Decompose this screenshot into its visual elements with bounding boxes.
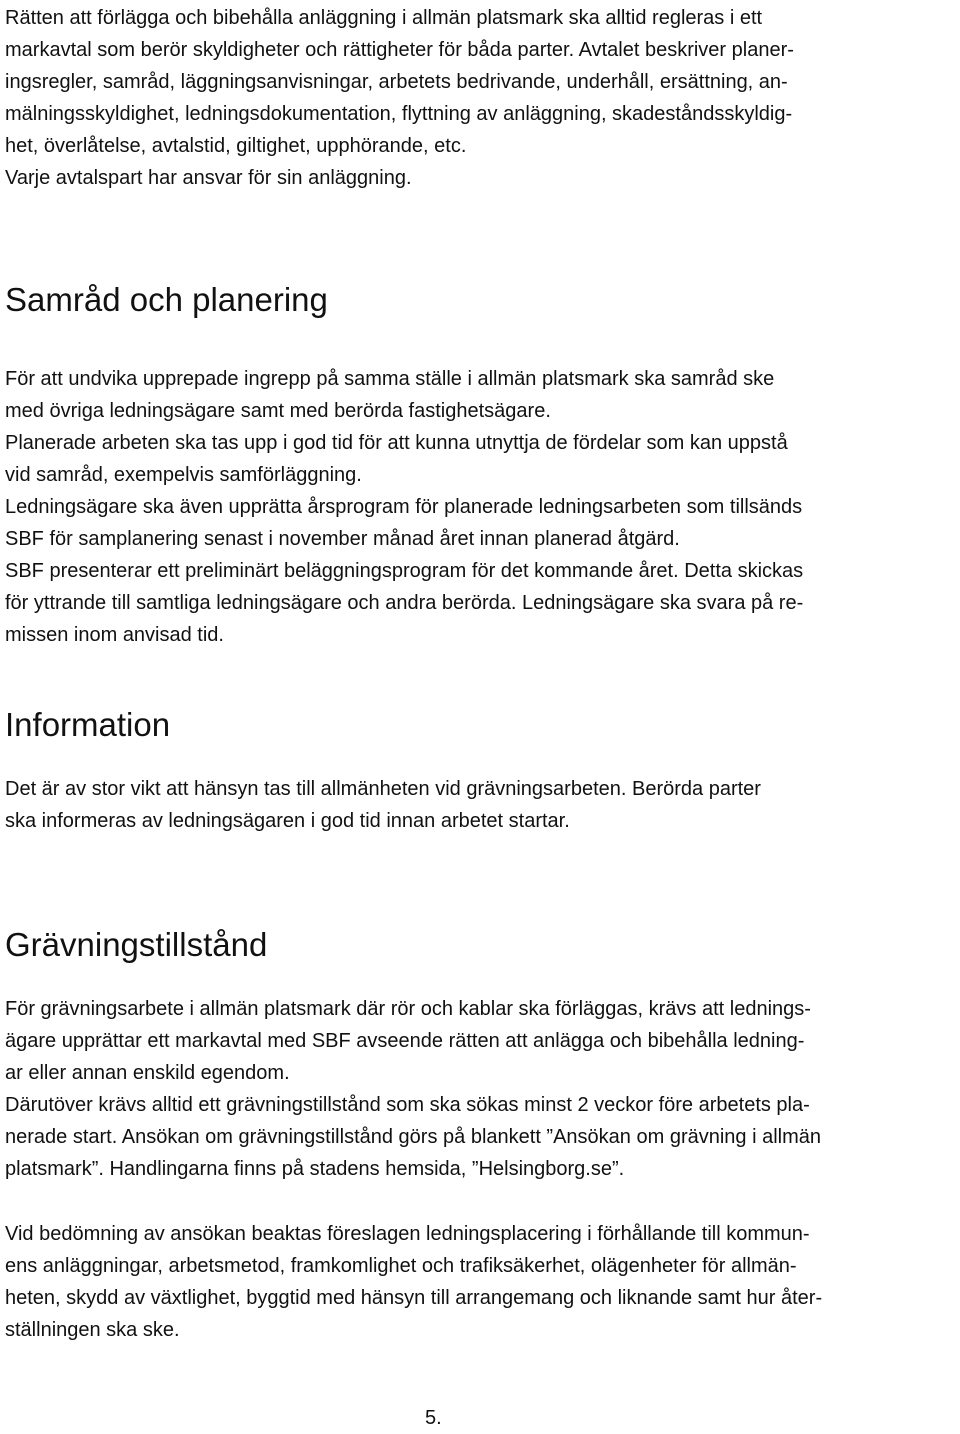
text-line: markavtal som berör skyldigheter och rättigheter för båda parter. Avtalet beskriver planer- [5,39,794,61]
text-line: Vid bedömning av ansökan beaktas föreslagen ledningsplacering i förhållande till kommun- [5,1223,810,1245]
text-line: Därutöver krävs alltid ett grävningstillstånd som ska sökas minst 2 veckor före arbetets pla- [5,1094,810,1116]
text-line: ställningen ska ske. [5,1319,180,1341]
text-line: platsmark”. Handlingarna finns på stadens hemsida, ”Helsingborg.se”. [5,1158,625,1180]
text-line: ägare upprättar ett markavtal med SBF avseende rätten att anlägga och bibehålla ledning- [5,1030,805,1052]
samrad-paragraph [5,363,803,651]
text-line: För grävningsarbete i allmän platsmark där rör och kablar ska förläggas, krävs att lednings- [5,998,811,1020]
section-heading-gravningstillstand: Grävningstillstånd [5,926,268,963]
text-line: SBF presenterar ett preliminärt beläggningsprogram för det kommande året. Detta skickas [5,560,804,582]
information-paragraph [5,773,761,837]
text-line: ska informeras av ledningsägaren i god tid innan arbetet startar. [5,810,570,832]
text-line: heten, skydd av växtlighet, byggtid med hänsyn till arrangemang och liknande samt hur åter- [5,1287,823,1309]
text-line: Ledningsägare ska även upprätta årsprogram för planerade ledningsarbeten som tillsänds [5,496,803,518]
text-line: SBF för samplanering senast i november månad året innan planerad åtgärd. [5,528,680,550]
text-line: missen inom anvisad tid. [5,624,224,646]
text-line: för yttrande till samtliga ledningsägare och andra berörda. Ledningsägare ska svara på re- [5,592,804,614]
text-line: Varje avtalspart har ansvar för sin anläggning. [5,167,412,189]
gravning-paragraph-1 [5,993,821,1185]
section-heading-information: Information [5,706,171,743]
text-line: Planerade arbeten ska tas upp i god tid för att kunna utnyttja de fördelar som kan uppstå [5,432,788,454]
text-line: ar eller annan enskild egendom. [5,1062,290,1084]
section-heading-samrad: Samråd och planering [5,281,328,318]
text-line: het, överlåtelse, avtalstid, giltighet, upphörande, etc. [5,135,467,157]
text-line: För att undvika upprepade ingrepp på samma ställe i allmän platsmark ska samråd ske [5,368,775,390]
text-line: mälningsskyldighet, ledningsdokumentation, flyttning av anläggning, skadeståndsskyldig- [5,103,793,125]
gravning-paragraph-2 [5,1218,822,1346]
text-line: ingsregler, samråd, läggningsanvisningar, arbetets bedrivande, underhåll, ersättning, an- [5,71,788,93]
text-line: ens anläggningar, arbetsmetod, framkomlighet och trafiksäkerhet, olägenheter för allmän- [5,1255,797,1277]
text-line: nerade start. Ansökan om grävningstillstånd görs på blankett ”Ansökan om grävning i allmän [5,1126,822,1148]
page-number: 5. [425,1407,442,1429]
text-line: Rätten att förlägga och bibehålla anläggning i allmän platsmark ska alltid regleras i ett [5,7,763,29]
text-line: med övriga ledningsägare samt med berörda fastighetsägare. [5,400,551,422]
intro-paragraph [5,2,794,194]
text-line: vid samråd, exempelvis samförläggning. [5,464,362,486]
text-line: Det är av stor vikt att hänsyn tas till allmänheten vid grävningsarbeten. Berörda parter [5,778,761,800]
